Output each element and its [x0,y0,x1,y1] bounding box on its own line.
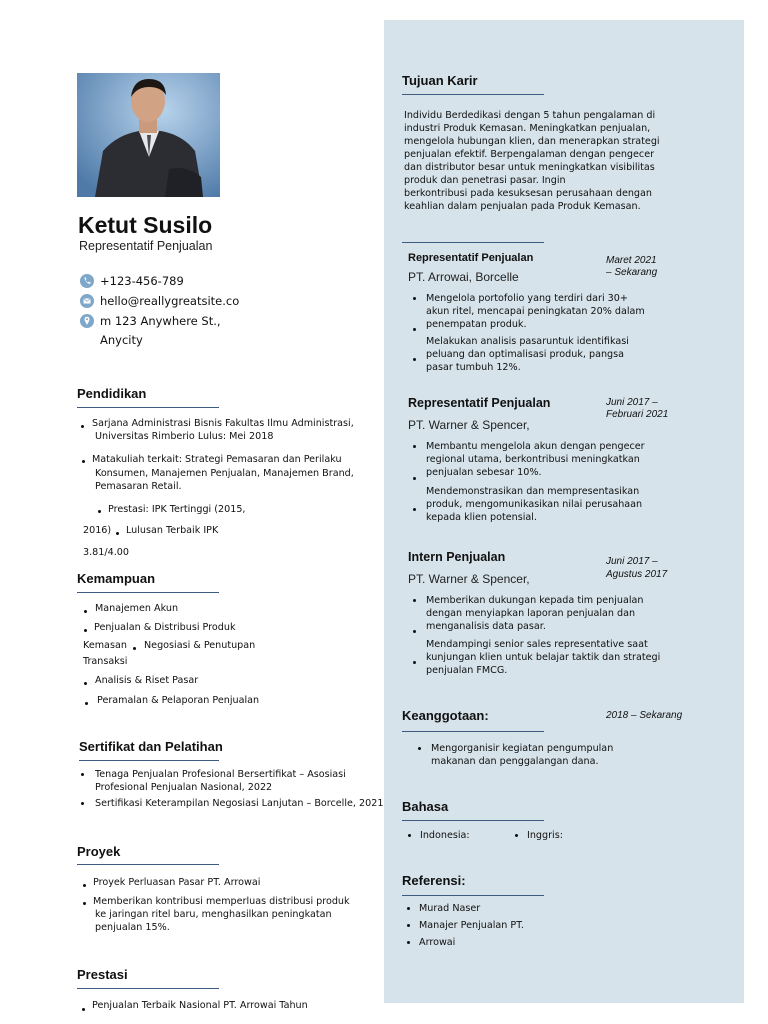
experience-rule [402,242,544,243]
job-1-date-end: – Sekarang [606,267,658,278]
projects-rule [77,864,219,865]
phone-text: +123-456-789 [100,274,184,288]
address-line2: Anycity [100,333,143,347]
language-1: Indonesia: [420,830,470,841]
job-3-b2-l3: penjualan FMCG. [426,665,508,676]
awards-rule [77,988,219,989]
education-item-1-line1: Sarjana Administrasi Bisnis Fakultas Ilmu Administrasi, [92,418,354,429]
certificates-rule [79,760,219,761]
career-line-6: produk dan penetrasi pasar. Ingin [404,175,566,186]
career-line-5: dan distributor besar untuk meningkatkan visibilitas [404,162,655,173]
bullet [413,661,416,664]
career-line-3: mengelola hubungan klien, dan menerapkan strategi [404,136,660,147]
award-1: Penjualan Terbaik Nasional PT. Arrowai Tahun [92,1000,308,1011]
skill-3a: Kemasan [83,640,127,651]
job-1-b2-l3: pasar tumbuh 12%. [426,362,521,373]
membership-line-1: Mengorganisir kegiatan pengumpulan [431,743,614,754]
job-3-date-end: Agustus 2017 [606,569,668,580]
job-2-b1-l2: regional utama, berkontribusi meningkatkan [426,454,640,465]
bullet [407,941,410,944]
education-achievement-d: 3.81/4.00 [83,547,129,558]
job-1-b1-l1: Mengelola portofolio yang terdiri dari 30+ [426,293,628,304]
certificate-2: Sertifikasi Keterampilan Negosiasi Lanjutan – Borcelle, 2021 [95,798,384,809]
job-2-b1-l1: Membantu mengelola akun dengan pengecer [426,441,645,452]
job-2-b1-l3: penjualan sebesar 10%. [426,467,542,478]
membership-title: Keanggotaan: [402,708,489,723]
skills-rule [77,592,219,593]
job-3-company: PT. Warner & Spencer, [408,572,530,586]
address-row [80,314,221,328]
bullet [413,599,416,602]
education-achievement-a: Prestasi: IPK Tertinggi (2015, [108,504,246,515]
skill-3c: Transaksi [83,656,128,667]
career-line-4: penjualan efektif. Berpengalaman dengan pengecer [404,149,655,160]
project-2-line2: ke jaringan ritel baru, menghasilkan peningkatan [95,909,332,920]
career-rule [402,94,544,95]
bullet [85,702,88,705]
job-3-b1-l2: dengan menyiapkan laporan penjualan dan [426,608,636,619]
projects-title: Proyek [77,844,121,859]
career-line-8: keahlian dalam penjualan pada Produk Kemasan. [404,201,641,212]
education-item-2-line3: Pemasaran Retail. [95,481,182,492]
certificate-1-line1: Tenaga Penjualan Profesional Bersertifikat – Asosiasi [95,769,346,780]
language-title: Bahasa [402,799,449,814]
email-row [80,294,239,308]
job-2-company: PT. Warner & Spencer, [408,418,530,432]
location-pin-icon [80,314,94,328]
job-1-b1-l3: penempatan produk. [426,319,527,330]
bullet [84,610,87,613]
bullet [84,629,87,632]
project-2-line3: penjualan 15%. [95,922,170,933]
bullet [413,297,416,300]
education-achievement-c: Lulusan Terbaik IPK [126,525,219,536]
awards-title: Prestasi [77,967,128,982]
language-2: Inggris: [527,830,563,841]
job-3-b1-l1: Memberikan dukungan kepada tim penjualan [426,595,644,606]
job-2-title: Representatif Penjualan [408,396,551,410]
phone-row [80,274,184,288]
bullet [98,510,101,513]
career-line-1: Individu Berdedikasi dengan 5 tahun pengalaman di [404,110,656,121]
career-line-2: industri Produk Kemasan. Meningkatkan penjualan, [404,123,651,134]
project-1: Proyek Perluasan Pasar PT. Arrowai [93,877,261,888]
skill-1: Manajemen Akun [95,603,179,614]
bullet [133,647,136,650]
bullet [413,328,416,331]
career-title: Tujuan Karir [402,73,478,88]
bullet [418,747,421,750]
bullet [407,924,410,927]
career-line-7: berkontribusi pada kesuksesan perusahaan dengan [404,188,652,199]
bullet [408,834,411,837]
bullet [413,445,416,448]
profile-photo [77,73,220,197]
bullet [413,477,416,480]
job-3-b2-l2: kunjungan klien untuk belajar taktik dan strategi [426,652,661,663]
bullet [81,802,84,805]
bullet [83,884,86,887]
job-1-title: Representatif Penjualan [408,252,534,264]
education-item-1-line2: Universitas Rimberio Lulus: Mei 2018 [95,431,274,442]
job-1-company: PT. Arrowai, Borcelle [408,270,519,284]
job-3-b2-l1: Mendampingi senior sales representative saat [426,639,648,650]
skill-2: Penjualan & Distribusi Produk [94,622,236,633]
language-rule [402,820,544,821]
references-title: Referensi: [402,873,466,888]
certificate-1-line2: Profesional Penjualan Nasional, 2022 [95,782,273,793]
bullet [81,773,84,776]
education-rule [77,407,219,408]
job-2-b2-l2: produk, mengomunikasikan nilai perusahaan [426,499,643,510]
job-1-b2-l1: Melakukan analisis pasaruntuk identifikasi [426,336,629,347]
education-item-2-line1: Matakuliah terkait: Strategi Pemasaran dan Perilaku [92,454,342,465]
job-2-b2-l1: Mendemonstrasikan dan mempresentasikan [426,486,640,497]
job-1-b2-l2: peluang dan optimalisasi produk, pangsa [426,349,625,360]
skills-title: Kemampuan [77,571,156,586]
reference-1: Murad Naser [419,903,481,914]
bullet [407,907,410,910]
job-1-b1-l2: akun ritel, mencapai peningkatan 20% dalam [426,306,645,317]
job-3-title: Intern Penjualan [408,550,506,564]
bullet [84,682,87,685]
skill-5: Peramalan & Pelaporan Penjualan [97,695,260,706]
education-item-2-line2: Konsumen, Manajemen Penjualan, Manajemen Brand, [95,468,354,479]
bullet [413,630,416,633]
phone-icon [80,274,94,288]
certificates-title: Sertifikat dan Pelatihan [79,739,223,754]
bullet [82,460,85,463]
email-icon [80,294,94,308]
project-2-line1: Memberikan kontribusi memperluas distribusi produk [93,896,350,907]
bullet [81,425,84,428]
bullet [413,508,416,511]
reference-2: Manajer Penjualan PT. [419,920,524,931]
education-achievement-b: 2016) [83,525,112,536]
bullet [82,1008,85,1011]
job-2-date-end: Februari 2021 [606,409,669,420]
candidate-name: Ketut Susilo [78,212,213,238]
bullet [515,834,518,837]
bullet [83,902,86,905]
education-title: Pendidikan [77,386,147,401]
skill-3b: Negosiasi & Penutupan [144,640,256,651]
job-2-date-start: Juni 2017 – [606,397,658,408]
job-2-b2-l3: kepada klien potensial. [426,512,537,523]
job-3-date-start: Juni 2017 – [606,556,658,567]
candidate-role: Representatif Penjualan [79,239,213,253]
bullet [116,532,119,535]
references-rule [402,895,544,896]
reference-3: Arrowai [419,937,456,948]
membership-date: 2018 – Sekarang [606,710,683,721]
job-1-date-start: Maret 2021 [606,255,657,266]
email-text[interactable]: hello@reallygreatsite.co [100,294,240,308]
address-line1: m 123 Anywhere St., [100,314,221,328]
skill-4: Analisis & Riset Pasar [95,675,199,686]
membership-rule [402,731,544,732]
job-3-b1-l3: menganalisis data pasar. [426,621,546,632]
membership-line-2: makanan dan penggalangan dana. [431,756,599,767]
bullet [413,358,416,361]
